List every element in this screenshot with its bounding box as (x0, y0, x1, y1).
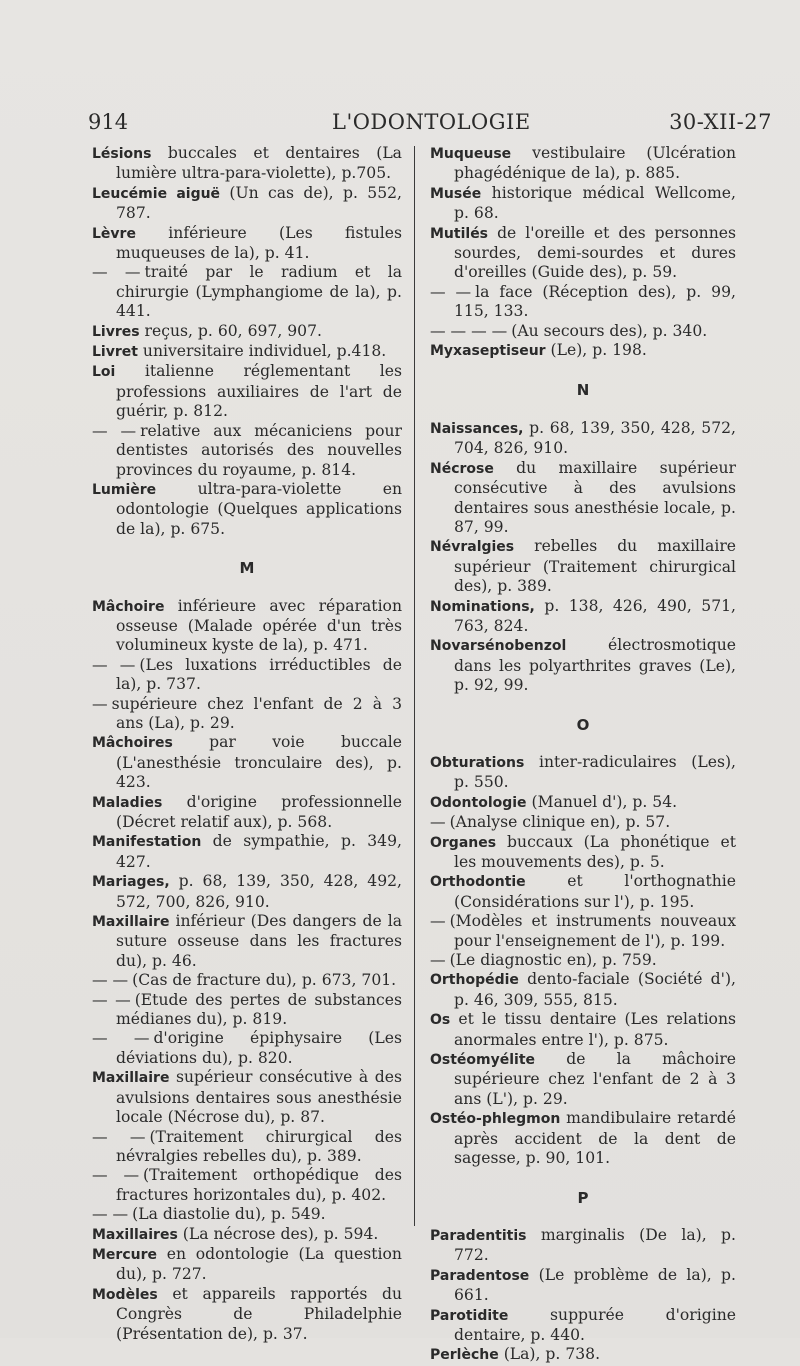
entry-keyword: Orthodontie (430, 874, 526, 891)
entry-keyword: Livres (92, 323, 140, 340)
entry-keyword: Orthopédie (430, 972, 519, 989)
index-entry (92, 971, 402, 990)
ditto-dash: — (430, 912, 446, 931)
index-entry (430, 872, 736, 912)
entry-text: d'origine professionnelle (Décret relatif aux), p. 568. (116, 792, 402, 831)
index-entry (92, 912, 402, 971)
entry-keyword: Obturations (430, 754, 525, 771)
entry-keyword: Parotidite (430, 1307, 509, 1324)
entry-text: supérieure chez l'enfant de 2 à 3 ans (La), p. 29. (111, 694, 402, 732)
entry-keyword: Maxillaire (92, 1070, 170, 1087)
index-entry (430, 184, 736, 224)
index-entry (92, 422, 402, 480)
index-entry (92, 184, 402, 224)
ditto-dash: — — (430, 282, 472, 301)
entry-keyword: Leucémie aiguë (92, 185, 221, 202)
ditto-dash: — (92, 694, 108, 713)
index-entry (430, 224, 736, 283)
entry-text: par voie buccale (L'anesthésie tronculaire des), p. 423. (116, 733, 402, 792)
index-entry (430, 537, 736, 596)
entry-text: relative aux mécaniciens pour dentistes autorisés des nouvelles provinces du royaume, p. 814. (116, 421, 402, 479)
index-entry (92, 695, 402, 734)
entry-keyword: Mâchoire (92, 598, 165, 615)
entry-text: italienne réglementant les professions auxiliaires de l'art de guérir, p. 812. (116, 362, 402, 421)
index-entry (92, 1285, 402, 1344)
index-entry (92, 991, 402, 1030)
entry-keyword: Maxillaires (92, 1226, 178, 1243)
section-letter: N (576, 381, 590, 400)
index-entry (92, 872, 402, 912)
entry-keyword: Mercure (92, 1246, 157, 1263)
entry-text: (Traitement chirurgical des névralgies rebelles du), p. 389. (116, 1127, 402, 1165)
entry-text: (Modèles et instruments nouveaux pour l'enseignement de l'), p. 199. (449, 912, 736, 950)
entry-text: vestibulaire (Ulcération phagédénique de la), p. 885. (454, 144, 736, 183)
entry-text: p. 68, 139, 350, 428, 492, 572, 700, 826, 910. (116, 872, 402, 911)
entry-text: du maxillaire supérieur consécutive à des avulsions dentaires sous anesthésie locale, p. 87, 99. (454, 458, 736, 536)
index-entry (430, 597, 736, 637)
entry-text: traité par le radium et la chirurgie (Lymphangiome de la), p. 441. (116, 263, 402, 321)
entry-text: inter-radiculaires (Les), p. 550. (454, 752, 736, 792)
ditto-dash: — (430, 951, 446, 970)
entry-keyword: Naissances, (430, 420, 524, 437)
entry-text: (Le), p. 198. (550, 341, 647, 360)
index-entry (430, 970, 736, 1010)
index-entry (92, 322, 402, 342)
index-entry (92, 362, 402, 421)
entry-text: inférieur (Des dangers de la suture osseuse dans les fractures du), p. 46. (116, 912, 402, 970)
index-entry (430, 833, 736, 873)
ditto-dash: — (430, 813, 446, 832)
index-entry (430, 419, 736, 459)
entry-text: de l'oreille et des personnes sourdes, demi-sourdes et dures d'oreilles (Guide des), p. 59. (454, 223, 736, 282)
entry-text: électrosmotique dans les polyarthrites graves (Le), p. 92, 99. (454, 636, 736, 695)
index-entry (92, 480, 402, 539)
index-entry (430, 1010, 736, 1050)
entry-text: (Un cas de), p. 552, 787. (116, 183, 402, 223)
index-entry (92, 832, 402, 872)
index-entry (430, 1266, 736, 1306)
entry-text: universitaire individuel, p.418. (142, 342, 387, 361)
entry-text: de sympathie, p. 349, 427. (116, 832, 402, 871)
entry-text: dento-faciale (Société d'), p. 46, 309, 555, 815. (454, 970, 736, 1009)
index-entry (430, 793, 736, 813)
index-entry (430, 341, 736, 361)
entry-keyword: Ostéo-phlegmon (430, 1111, 561, 1128)
ditto-dash: — — (92, 1166, 140, 1185)
entry-keyword: Perlèche (430, 1347, 499, 1364)
index-entry (430, 912, 736, 951)
entry-text: (Traitement orthopédique des fractures horizontales du), p. 402. (116, 1166, 402, 1204)
entry-text: rebelles du maxillaire supérieur (Traitement chirurgical des), p. 389. (454, 537, 736, 596)
left-column (92, 144, 402, 1344)
entry-keyword: Paradentitis (430, 1227, 527, 1244)
index-entry (92, 733, 402, 792)
index-entry (92, 144, 402, 184)
index-entry (430, 1306, 736, 1346)
index-entry (430, 636, 736, 695)
entry-keyword: Mâchoires (92, 735, 173, 752)
entry-keyword: Mariages, (92, 874, 170, 891)
entry-keyword: Lumière (92, 481, 157, 498)
index-entry (92, 1205, 402, 1224)
entry-text: et le tissu dentaire (Les relations anormales entre l'), p. 875. (454, 1010, 736, 1049)
entry-keyword: Musée (430, 185, 482, 202)
entry-keyword: Modèles (92, 1286, 158, 1303)
ditto-dash: — — (92, 971, 129, 990)
entry-keyword: Maxillaire (92, 914, 170, 931)
index-entry (430, 753, 736, 793)
ditto-dash: — — (92, 655, 136, 674)
entry-text: et l'orthognathie (Considérations sur l'), p. 195. (454, 872, 736, 911)
ditto-dash: — — (92, 1205, 129, 1224)
entry-keyword: Livret (92, 344, 138, 361)
entry-text: buccales et dentaires (La lumière ultra-para-violette), p.705. (116, 144, 402, 183)
entry-text: mandibulaire retardé après accident de la dent de sagesse, p. 90, 101. (454, 1109, 736, 1168)
index-entry (430, 459, 736, 538)
entry-text: buccaux (La phonétique et les mouvements des), p. 5. (454, 832, 736, 871)
entry-text: p. 68, 139, 350, 428, 572, 704, 826, 910. (454, 418, 736, 458)
index-entry (92, 224, 402, 264)
index-entry (430, 813, 736, 832)
entry-text: de la mâchoire supérieure chez l'enfant de 2 à 3 ans (L'), p. 29. (454, 1050, 736, 1108)
index-entry (92, 793, 402, 833)
entry-text: (Analyse clinique en), p. 57. (449, 813, 671, 832)
ditto-dash: — — — — (430, 321, 508, 340)
entry-text: (Les luxations irréductibles de la), p. 737. (116, 655, 402, 694)
index-entry (430, 1226, 736, 1266)
ditto-dash: — — (92, 990, 131, 1009)
index-entry (430, 144, 736, 184)
entry-text: (Le problème de la), p. 661. (454, 1265, 736, 1305)
entry-keyword: Muqueuse (430, 146, 512, 162)
entry-text: ultra-para-violette en odontologie (Quelques applications de la), p. 675. (116, 479, 402, 538)
right-column (430, 144, 736, 1366)
entry-keyword: Nécrose (430, 460, 494, 477)
entry-text: et appareils rapportés du Congrès de Philadelphie (Présentation de), p. 37. (116, 1284, 402, 1343)
entry-text: historique médical Wellcome, p. 68. (454, 183, 736, 223)
ditto-dash: — — (92, 1127, 146, 1146)
index-entry (92, 1029, 402, 1068)
entry-keyword: Odontologie (430, 794, 527, 811)
entry-keyword: Lèvre (92, 225, 136, 242)
entry-keyword: Lésions (92, 146, 152, 162)
entry-text: (La diastolie du), p. 549. (132, 1205, 326, 1224)
index-entry (92, 1068, 402, 1127)
index-entry (92, 1225, 402, 1245)
entry-text: supérieur consécutive à des avulsions dentaires sous anesthésie locale (Nécrose du), p. 87. (116, 1068, 402, 1127)
page-header (88, 110, 772, 140)
entry-text: (Manuel d'), p. 54. (531, 792, 678, 811)
entry-text: inférieure avec réparation osseuse (Malade opérée d'un très volumineux kyste de la), p. 471. (116, 596, 402, 655)
entry-text: suppurée d'origine dentaire, p. 440. (454, 1305, 736, 1344)
index-entry (430, 283, 736, 322)
index-entry (92, 342, 402, 362)
index-entry (430, 322, 736, 341)
index-entry (92, 1128, 402, 1167)
index-entry (92, 597, 402, 656)
page-number: 914 (88, 110, 129, 134)
entry-keyword: Nominations, (430, 598, 535, 615)
entry-keyword: Myxaseptiseur (430, 343, 546, 360)
running-title: L'ODONTOLOGIE (332, 110, 531, 134)
index-entry (92, 1166, 402, 1205)
entry-keyword: Névralgies (430, 539, 515, 556)
entry-keyword: Os (430, 1012, 451, 1029)
section-letter: P (577, 1188, 589, 1207)
entry-keyword: Loi (92, 364, 116, 381)
entry-text: d'origine épiphysaire (Les déviations du), p. 820. (116, 1029, 402, 1067)
entry-text: p. 138, 426, 490, 571, 763, 824. (454, 596, 736, 635)
section-letter: M (239, 559, 255, 578)
column-divider (414, 146, 415, 1226)
entry-text: (La), p. 738. (503, 1345, 601, 1364)
entry-text: (La nécrose des), p. 594. (182, 1224, 379, 1243)
index-entry (430, 1050, 736, 1109)
index-entry (430, 1345, 736, 1365)
index-entry (430, 1109, 736, 1168)
entry-text: (Cas de fracture du), p. 673, 701. (132, 971, 397, 990)
entry-keyword: Organes (430, 834, 497, 851)
index-entry (92, 656, 402, 695)
entry-text: (Etude des pertes de substances médianes du), p. 819. (116, 990, 402, 1029)
entry-keyword: Paradentose (430, 1267, 530, 1284)
section-letter: O (576, 715, 590, 734)
index-entry (430, 951, 736, 970)
entry-keyword: Maladies (92, 794, 163, 811)
entry-keyword: Ostéomyélite (430, 1052, 536, 1069)
entry-text: marginalis (De la), p. 772. (454, 1225, 736, 1265)
entry-keyword: Manifestation (92, 834, 202, 851)
entry-text: la face (Réception des), p. 99, 115, 133. (454, 282, 736, 321)
ditto-dash: — — (92, 263, 141, 282)
index-entry (92, 263, 402, 321)
entry-text: (Au secours des), p. 340. (511, 321, 708, 340)
entry-text: en odontologie (La question du), p. 727. (116, 1244, 402, 1284)
ditto-dash: — — (92, 1029, 150, 1048)
entry-keyword: Mutilés (430, 225, 489, 242)
ditto-dash: — — (92, 421, 137, 440)
index-entry (92, 1245, 402, 1285)
entry-text: (Le diagnostic en), p. 759. (449, 951, 657, 970)
issue-date: 30-XII-27 (669, 110, 772, 134)
entry-keyword: Novarsénobenzol (430, 638, 567, 655)
entry-text: reçus, p. 60, 697, 907. (144, 321, 322, 340)
entry-text: inférieure (Les fistules muqueuses de la), p. 41. (116, 223, 402, 263)
